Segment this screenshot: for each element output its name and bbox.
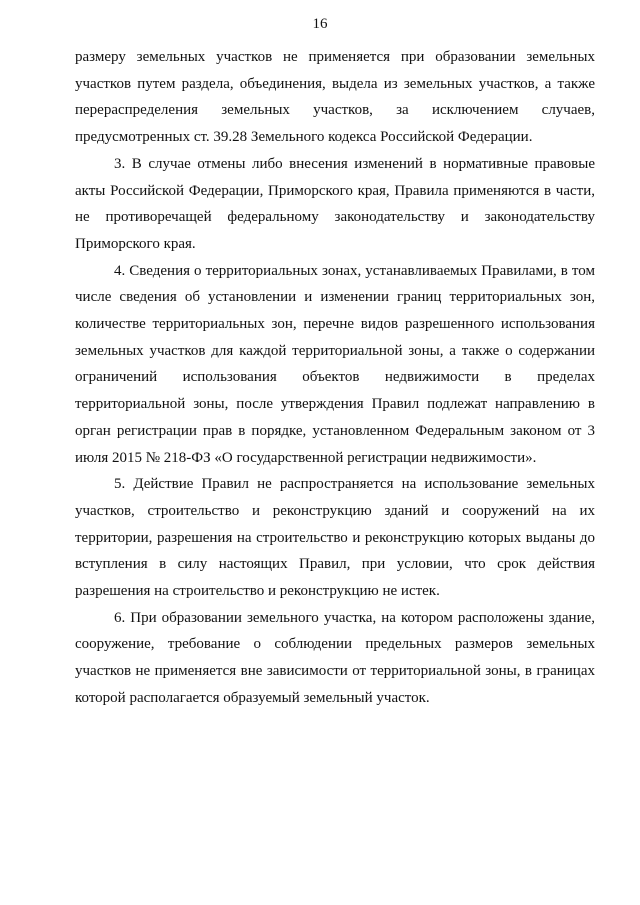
paragraph-continuation: размеру земельных участков не применяется при образовании земельных участков путем раздела, объединения, выдела из земельных участков, а также перераспределения земельных участков, за исключением случаев, предусмотренных ст. 39.28 Земельного кодекса Российской Федерации. xyxy=(75,49,595,146)
paragraph-item-6: 6. При образовании земельного участка, на котором расположены здание, сооружение, требование о соблюдении предельных размеров земельных участков не применяется вне зависимости от территориальной зоны, в границах которой располагается образуемый земельный участок. xyxy=(75,609,595,706)
paragraph-item-3: 3. В случае отмены либо внесения изменений в нормативные правовые акты Российской Федерации, Приморского края, Правила применяются в части, не противоречащей федеральному законодательству и законодательству Приморского края. xyxy=(75,155,595,252)
document-body xyxy=(75,44,595,712)
page-number: 16 xyxy=(312,16,328,32)
paragraph-item-4: 4. Сведения о территориальных зонах, устанавливаемых Правилами, в том числе сведения об установлении и изменении границ территориальных зон, количестве территориальных зон, перечне видов разрешенного использования земельных участков для каждой территориальной зоны, а также о содержании ограничений использования объектов недвижимости в пределах территориальной зоны, после утверждения Правил подлежат направлению в орган регистрации прав в порядке, установленном Федеральным законом от 3 июля 2015 № 218-ФЗ «О государственной регистрации недвижимости». xyxy=(75,262,595,466)
paragraph-item-5: 5. Действие Правил не распространяется на использование земельных участков, строительство и реконструкцию зданий и сооружений на их территории, разрешения на строительство и реконструкцию которых выданы до вступления в силу настоящих Правил, при условии, что срок действия разрешения на строительство и реконструкцию не истек. xyxy=(75,476,595,600)
